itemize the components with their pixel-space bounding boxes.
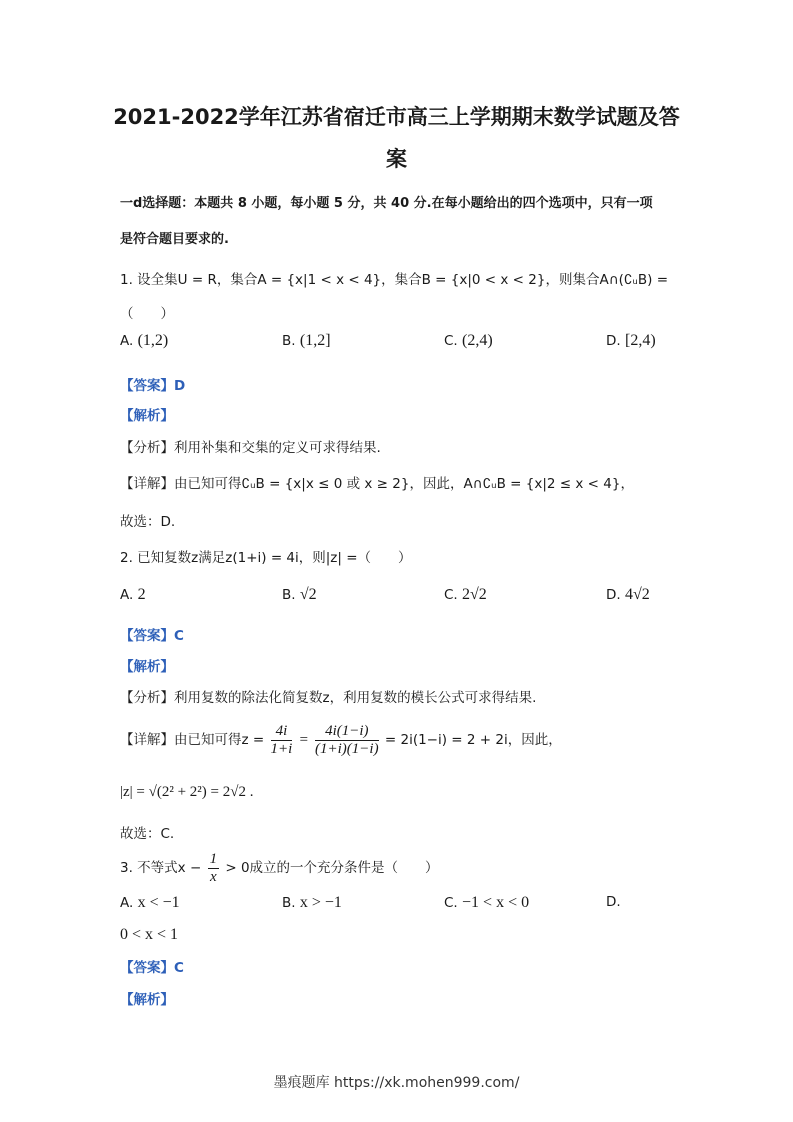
q1-answer: 【答案】D [120, 378, 186, 394]
q3-option-a [120, 894, 180, 912]
q2-answer: 【答案】C [120, 628, 184, 644]
option-value: 2√2 [462, 586, 487, 603]
option-value: 2 [137, 586, 146, 603]
option-label: C. [444, 587, 458, 603]
option-value: (1,2) [137, 332, 169, 349]
q3-answer: 【答案】C [120, 960, 184, 976]
q3-fraction [208, 851, 220, 885]
option-value: x > −1 [299, 894, 342, 911]
q1-fenxi: 【分析】利用补集和交集的定义可求得结果. [120, 440, 381, 456]
q1-stem: 1. 设全集U = R，集合A = {x|1 < x < 4}，集合B = {x|0 < x < 2}，则集合A∩(∁ᵤB) = [120, 272, 669, 288]
section-instructions-line2: 是符合题目要求的. [120, 232, 229, 247]
option-label: D. [606, 894, 621, 910]
option-value: 0 < x < 1 [120, 926, 179, 943]
q1-xiangjie: 【详解】由已知可得∁ᵤB = {x|x ≤ 0 或 x ≥ 2}，因此，A∩∁ᵤB = {x|2 ≤ x < 4}， [120, 476, 634, 492]
q1-paren: （ ） [120, 306, 174, 322]
q2-option-d [606, 586, 650, 604]
option-value: −1 < x < 0 [462, 894, 530, 911]
option-value: (2,4) [462, 332, 493, 349]
q2-option-c [444, 586, 487, 604]
q2-fraction-1 [271, 723, 293, 757]
q1-analysis-tag: 【解析】 [120, 408, 174, 424]
q1-option-d [606, 332, 656, 350]
q3-stem-suffix: > 0成立的一个充分条件是（ ） [225, 860, 439, 876]
option-value: x < −1 [137, 894, 180, 911]
option-label: B. [282, 333, 296, 349]
q3-option-d [606, 894, 621, 910]
option-label: C. [444, 895, 458, 911]
option-label: D. [606, 587, 621, 603]
fraction-denominator: x [209, 868, 217, 885]
option-value: (1,2] [299, 332, 331, 349]
q3-stem [120, 846, 439, 890]
q2-conclusion: 故选：C. [120, 826, 175, 842]
section-instructions-line1: 一d选择题：本题共 8 小题，每小题 5 分，共 40 分.在每小题给出的四个选项中，只有一项 [120, 196, 653, 211]
q2-option-a [120, 586, 146, 604]
q2-xiangjie-suffix: = 2i(1−i) = 2 + 2i，因此， [384, 732, 562, 748]
q3-option-b [282, 894, 342, 912]
option-label: D. [606, 333, 621, 349]
option-value: √2 [299, 586, 317, 603]
q2-fraction-2 [315, 723, 379, 757]
q2-option-b [282, 586, 317, 604]
option-label: C. [444, 333, 458, 349]
q2-stem: 2. 已知复数z满足z(1+i) = 4i，则|z| =（ ） [120, 550, 412, 566]
q2-modulus: |z| = √(2² + 2²) = 2√2 . [120, 784, 254, 800]
option-label: A. [120, 587, 134, 603]
q3-analysis-tag: 【解析】 [120, 992, 174, 1008]
footer-watermark: 墨痕题库 https://xk.mohen999.com/ [273, 1075, 520, 1091]
q1-option-b [282, 332, 331, 350]
q1-option-c [444, 332, 493, 350]
fraction-denominator: (1+i)(1−i) [315, 740, 379, 757]
fraction-denominator: 1+i [270, 740, 293, 757]
q3-stem-prefix: 3. 不等式x − [120, 860, 202, 876]
option-value: 4√2 [624, 586, 650, 603]
q3-option-d-value [120, 926, 178, 944]
q1-conclusion: 故选：D. [120, 514, 176, 530]
option-label: B. [282, 895, 296, 911]
q2-analysis-tag: 【解析】 [120, 659, 174, 675]
fraction-numerator: 4i(1−i) [315, 723, 379, 741]
option-value: [2,4) [624, 332, 656, 349]
option-label: B. [282, 587, 296, 603]
q2-xiangjie: 【详解】由已知可得z = $\frac{4i}{1+i}$ = $\frac{4i(1-i)}{(1+i)(1-i)}$ = 2i(1−i) = 2 + 2i，因此， [120, 723, 562, 757]
option-label: A. [120, 333, 134, 349]
page-title: 2021-2022学年江苏省宿迁市高三上学期期末数学试题及答案 [113, 105, 680, 171]
fraction-numerator: 4i [271, 723, 293, 741]
q3-option-c [444, 894, 529, 912]
fraction-numerator: 1 [209, 851, 218, 867]
option-label: A. [120, 895, 134, 911]
q2-fenxi: 【分析】利用复数的除法化简复数z，利用复数的模长公式可求得结果. [120, 690, 537, 706]
q1-option-a [120, 332, 168, 350]
q2-xiangjie-prefix: 【详解】由已知可得z = [120, 732, 265, 748]
